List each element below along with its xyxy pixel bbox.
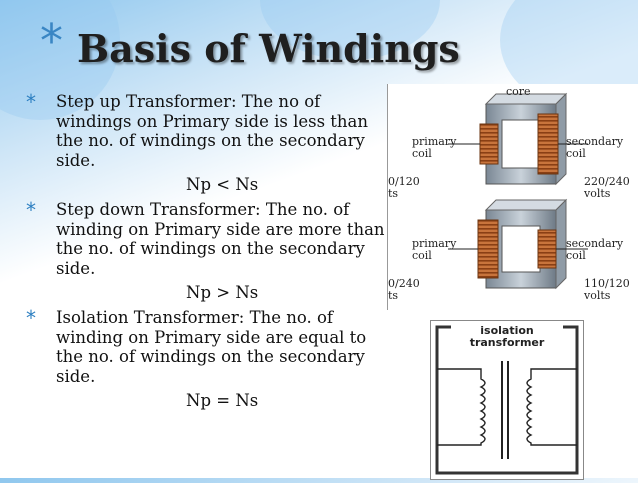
bullet-text: Step up Transformer: The no of windings on Primary side is less than the no. of windings on the secondary side. <box>56 92 369 170</box>
isolation-label <box>451 325 563 349</box>
isolation-label-line: transformer <box>469 336 545 349</box>
equation-isolation: Np = Ns <box>186 391 259 410</box>
bullet-item-step-down <box>26 200 388 278</box>
primary-coil-label: coil <box>412 147 432 160</box>
secondary-coil-label: coil <box>566 249 586 262</box>
bullet-text: Step down Transformer: The no. of winding on Primary side are more than the no. of windings on the secondary side. <box>56 200 385 278</box>
input-voltage-label: 0/240 <box>388 277 420 290</box>
step-down-transformer <box>478 200 566 288</box>
input-voltage-label: 0/120 <box>388 175 420 188</box>
equation-step-down: Np > Ns <box>186 283 259 302</box>
bullet-item-isolation <box>26 308 388 386</box>
bullet-asterisk-icon: * <box>26 90 36 114</box>
output-voltage-label: 110/120 <box>584 277 630 290</box>
isolation-label-line: isolation <box>480 324 534 337</box>
primary-coil-label: primary <box>412 237 457 250</box>
input-voltage-label: ts <box>388 187 399 200</box>
core-label: core <box>506 85 531 98</box>
bullet-asterisk-icon: * <box>26 198 36 222</box>
output-voltage-label: volts <box>584 289 611 302</box>
equation-step-up: Np < Ns <box>186 175 259 194</box>
bullet-asterisk-icon: * <box>26 306 36 330</box>
secondary-coil-label: coil <box>566 147 586 160</box>
secondary-coil-label: secondary <box>566 135 624 148</box>
slide-title: Basis of Windings <box>77 26 460 71</box>
primary-coil-label: coil <box>412 249 432 262</box>
secondary-coil-label: secondary <box>566 237 624 250</box>
bullet-item-step-up <box>26 92 388 170</box>
bullet-list <box>26 92 388 416</box>
output-voltage-label: 220/240 <box>584 175 630 188</box>
input-voltage-label: ts <box>388 289 399 302</box>
title-asterisk-icon: * <box>40 14 63 68</box>
bullet-text: Isolation Transformer: The no. of winding on Primary side are equal to the no. of windings on the secondary side. <box>56 308 367 386</box>
transformer-figure <box>387 84 638 310</box>
output-voltage-label: volts <box>584 187 611 200</box>
isolation-transformer-figure <box>430 320 584 480</box>
step-up-transformer <box>480 94 566 184</box>
title-row <box>40 14 460 80</box>
primary-coil-label: primary <box>412 135 457 148</box>
